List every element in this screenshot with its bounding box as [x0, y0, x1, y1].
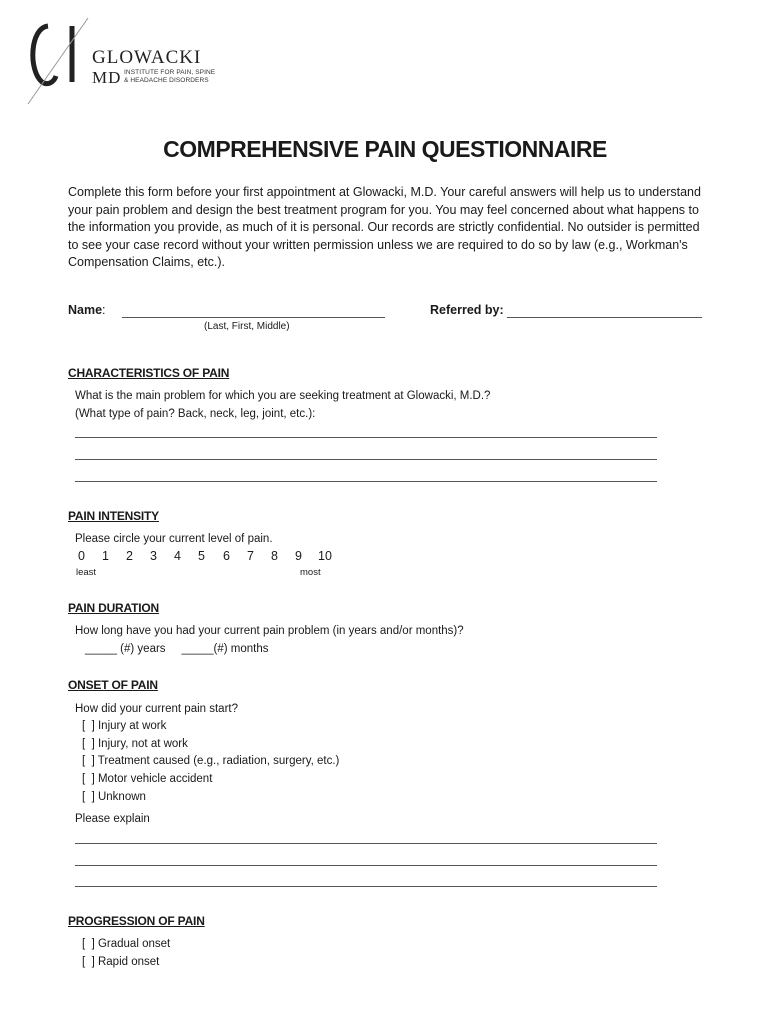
name-hint: (Last, First, Middle)	[204, 321, 290, 332]
logo-subtitle	[124, 69, 215, 85]
pain-scale-option[interactable]: 4	[174, 549, 181, 563]
pain-scale-option[interactable]: 2	[126, 549, 133, 563]
pain-scale-option[interactable]: 9	[295, 549, 302, 563]
onset-option-unknown[interactable]: [ ] Unknown	[82, 791, 146, 803]
referred-by-field[interactable]	[507, 317, 702, 318]
pain-scale-option[interactable]: 8	[271, 549, 278, 563]
intensity-heading: PAIN INTENSITY	[68, 509, 159, 523]
answer-line[interactable]	[75, 437, 657, 438]
progression-option-rapid[interactable]: [ ] Rapid onset	[82, 956, 160, 968]
logo-subtitle-line2: & HEADACHE DISORDERS	[124, 77, 209, 84]
pain-scale-option[interactable]: 0	[78, 549, 85, 563]
pain-scale-option[interactable]: 3	[150, 549, 157, 563]
progression-option-gradual[interactable]: [ ] Gradual onset	[82, 938, 171, 950]
referred-by-label: Referred by:	[430, 303, 504, 317]
name-field[interactable]	[122, 317, 385, 318]
progression-heading: PROGRESSION OF PAIN	[68, 914, 205, 928]
answer-line[interactable]	[75, 886, 657, 887]
pain-scale-option[interactable]: 1	[102, 549, 109, 563]
answer-line[interactable]	[75, 481, 657, 482]
onset-explain-label: Please explain	[75, 813, 150, 825]
onset-option-injury-at-work[interactable]: [ ] Injury at work	[82, 720, 167, 732]
onset-heading: ONSET OF PAIN	[68, 678, 158, 692]
name-label: Name:	[68, 303, 106, 317]
logo-monogram-icon	[22, 18, 92, 108]
page-title: COMPREHENSIVE PAIN QUESTIONNAIRE	[163, 136, 607, 162]
characteristics-heading: CHARACTERISTICS OF PAIN	[68, 366, 230, 380]
onset-question: How did your current pain start?	[75, 703, 238, 715]
answer-line[interactable]	[75, 843, 657, 844]
pain-scale-option[interactable]: 10	[318, 549, 332, 563]
scale-most-label: most	[300, 567, 321, 578]
onset-option-injury-not-at-work[interactable]: [ ] Injury, not at work	[82, 738, 188, 750]
pain-scale-option[interactable]: 6	[223, 549, 230, 563]
logo-name: GLOWACKI	[92, 47, 202, 68]
duration-question: How long have you had your current pain problem (in years and/or months)?	[75, 625, 464, 637]
duration-answer[interactable]: _____ (#) years _____(#) months	[85, 643, 269, 655]
logo-md: MD	[92, 68, 122, 87]
characteristics-question-1: What is the main problem for which you are seeking treatment at Glowacki, M.D.?	[75, 390, 491, 402]
answer-line[interactable]	[75, 459, 657, 460]
pain-scale-option[interactable]: 5	[198, 549, 205, 563]
logo-subtitle-line1: INSTITUTE FOR PAIN, SPINE	[124, 69, 216, 76]
pain-scale-option[interactable]: 7	[247, 549, 254, 563]
answer-line[interactable]	[75, 865, 657, 866]
intensity-question: Please circle your current level of pain.	[75, 533, 273, 545]
scale-least-label: least	[76, 567, 97, 578]
duration-heading: PAIN DURATION	[68, 601, 159, 615]
intro-paragraph: Complete this form before your first appointment at Glowacki, M.D. Your careful answers will help us to understand your pain problem and design the best treatment program for you. You may feel concerned about what happens to the information you provide, as much of it is personal. Our records are strictly confidential. No outsider is permitted to see your case record without your written permission unless we are required to do so by law (e.g., Workman's Compensation Claims, etc.).	[68, 185, 701, 270]
characteristics-question-2: (What type of pain? Back, neck, leg, joint, etc.):	[75, 408, 316, 420]
onset-option-treatment-caused[interactable]: [ ] Treatment caused (e.g., radiation, surgery, etc.)	[82, 755, 340, 767]
onset-option-motor-vehicle[interactable]: [ ] Motor vehicle accident	[82, 773, 213, 785]
